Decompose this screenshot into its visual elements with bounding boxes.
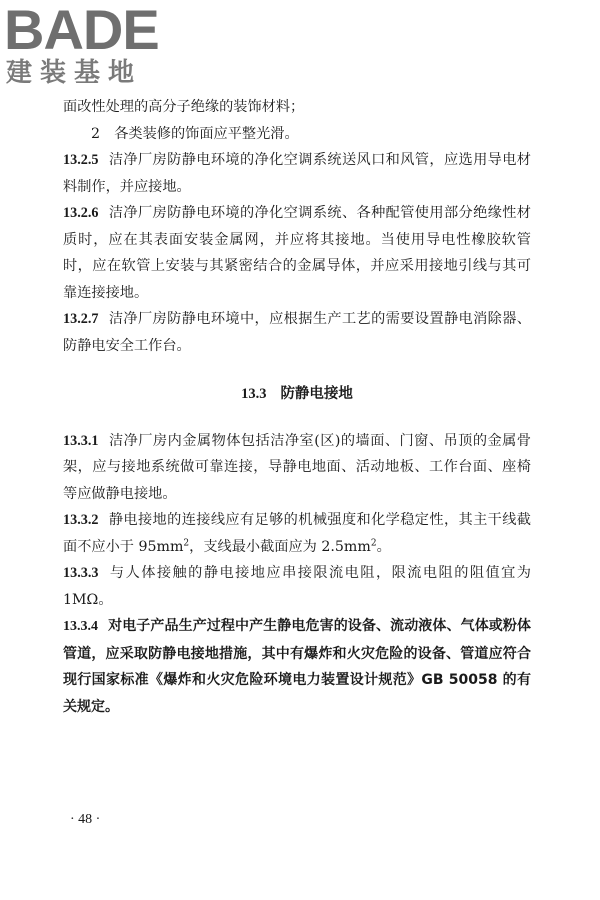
document-body bbox=[63, 94, 531, 720]
section-heading bbox=[63, 381, 531, 408]
list-item-2: 2 各类装修的饰面应平整光滑。 bbox=[91, 125, 299, 142]
clause-13-2-7 bbox=[63, 306, 531, 359]
clause-13-2-6 bbox=[63, 200, 531, 306]
clause-text: 洁净厂房防静电环境的净化空调系统、各种配管使用部分绝缘性材质时，应在其表面安装金属网，并应将其接地。当使用导电性橡胶软管时，应在软管上安装与其紧密结合的金属导体，并应采用接地引线与其可靠连接接地。 bbox=[63, 205, 531, 301]
clause-13-3-4 bbox=[63, 613, 531, 720]
section-number: 13.3 bbox=[241, 386, 267, 402]
clause-number: 13.3.4 bbox=[63, 619, 98, 634]
clause-number: 13.3.3 bbox=[63, 565, 99, 581]
clause-13-3-3 bbox=[63, 560, 531, 613]
clause-text: 洁净厂房防静电环境中，应根据生产工艺的需要设置静电消除器、防静电安全工作台。 bbox=[63, 311, 531, 354]
clause-number: 13.2.5 bbox=[63, 152, 99, 168]
paragraph-continued: 面改性处理的高分子绝缘的装饰材料； bbox=[63, 99, 305, 115]
clause-text: 洁净厂房防静电环境的净化空调系统送风口和风管，应选用导电材料制作，并应接地。 bbox=[63, 152, 531, 195]
clause-text: 。 bbox=[376, 538, 391, 555]
logo-subtitle: 建装基地 bbox=[6, 58, 143, 88]
page-number: · 48 · bbox=[70, 812, 101, 827]
superscript: 2 bbox=[183, 537, 190, 548]
clause-number: 13.3.1 bbox=[63, 432, 99, 449]
clause-number: 13.2.6 bbox=[63, 205, 99, 221]
site-logo bbox=[4, 2, 176, 90]
clause-number: 13.2.7 bbox=[63, 311, 99, 327]
superscript: 2 bbox=[370, 537, 377, 548]
clause-text: 对电子产品生产过程中产生静电危害的设备、流动液体、气体或粉体管道，应采取防静电接地措施，其中有爆炸和火灾危险的设备、管道应符合现行国家标准《爆炸和火灾危险环境电力装置设计规范》GB 50058 的有关规定。 bbox=[63, 618, 531, 715]
logo-wordmark: BADE bbox=[4, 0, 159, 61]
clause-text: 静电接地的连接线应有足够的机械强度和化学稳定性，其主干线截面不应小于 95mm bbox=[63, 512, 531, 555]
clause-13-2-5 bbox=[63, 147, 531, 200]
clause-13-3-2 bbox=[63, 507, 531, 560]
clause-13-3-1 bbox=[63, 428, 531, 508]
clause-number: 13.3.2 bbox=[63, 512, 99, 528]
section-title: 防静电接地 bbox=[280, 386, 353, 402]
clause-text: 洁净厂房内金属物体包括洁净室(区)的墙面、门窗、吊顶的金属骨架，应与接地系统做可靠连接，导静电地面、活动地板、工作台面、座椅等应做静电接地。 bbox=[63, 432, 531, 502]
clause-text: 与人体接触的静电接地应串接限流电阻，限流电阻的阻值宜为 1MΩ。 bbox=[63, 565, 531, 608]
clause-text: ，支线最小截面应为 2.5mm bbox=[189, 538, 371, 555]
